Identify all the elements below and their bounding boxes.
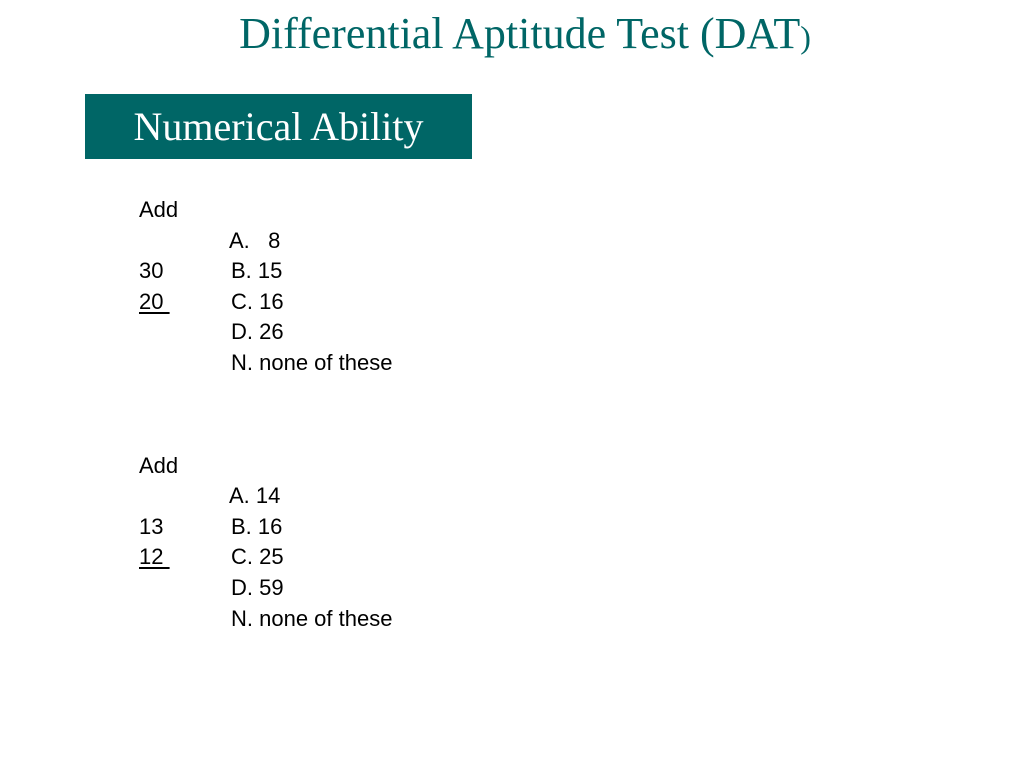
question-2-option-b: B. 16: [231, 514, 283, 539]
question-2-option-d: D. 59: [231, 575, 284, 600]
question-2-option-n: N. none of these: [231, 606, 393, 631]
question-1-option-a: A. 8: [229, 228, 281, 253]
question-1-stem: Add: [139, 197, 179, 222]
question-1-operand-2: 20: [139, 289, 170, 314]
question-2-option-c: C. 25: [231, 544, 284, 569]
page-title-text: Differential Aptitude Test (DAT: [239, 9, 801, 58]
page-title: [0, 8, 1024, 63]
question-1-operand-1: 30: [139, 258, 164, 283]
question-2-stem: Add: [139, 453, 179, 478]
question-2-operand-2: 12: [139, 544, 170, 569]
page-title-closing-paren: ): [800, 19, 811, 55]
question-1-option-d: D. 26: [231, 319, 284, 344]
section-heading-label: Numerical Ability: [133, 104, 424, 149]
question-1-option-n: N. none of these: [231, 350, 393, 375]
question-2-option-a: A. 14: [229, 483, 281, 508]
section-heading-box: [85, 94, 472, 159]
question-2-operand-1: 13: [139, 514, 164, 539]
question-1-option-c: C. 16: [231, 289, 284, 314]
question-1-option-b: B. 15: [231, 258, 283, 283]
